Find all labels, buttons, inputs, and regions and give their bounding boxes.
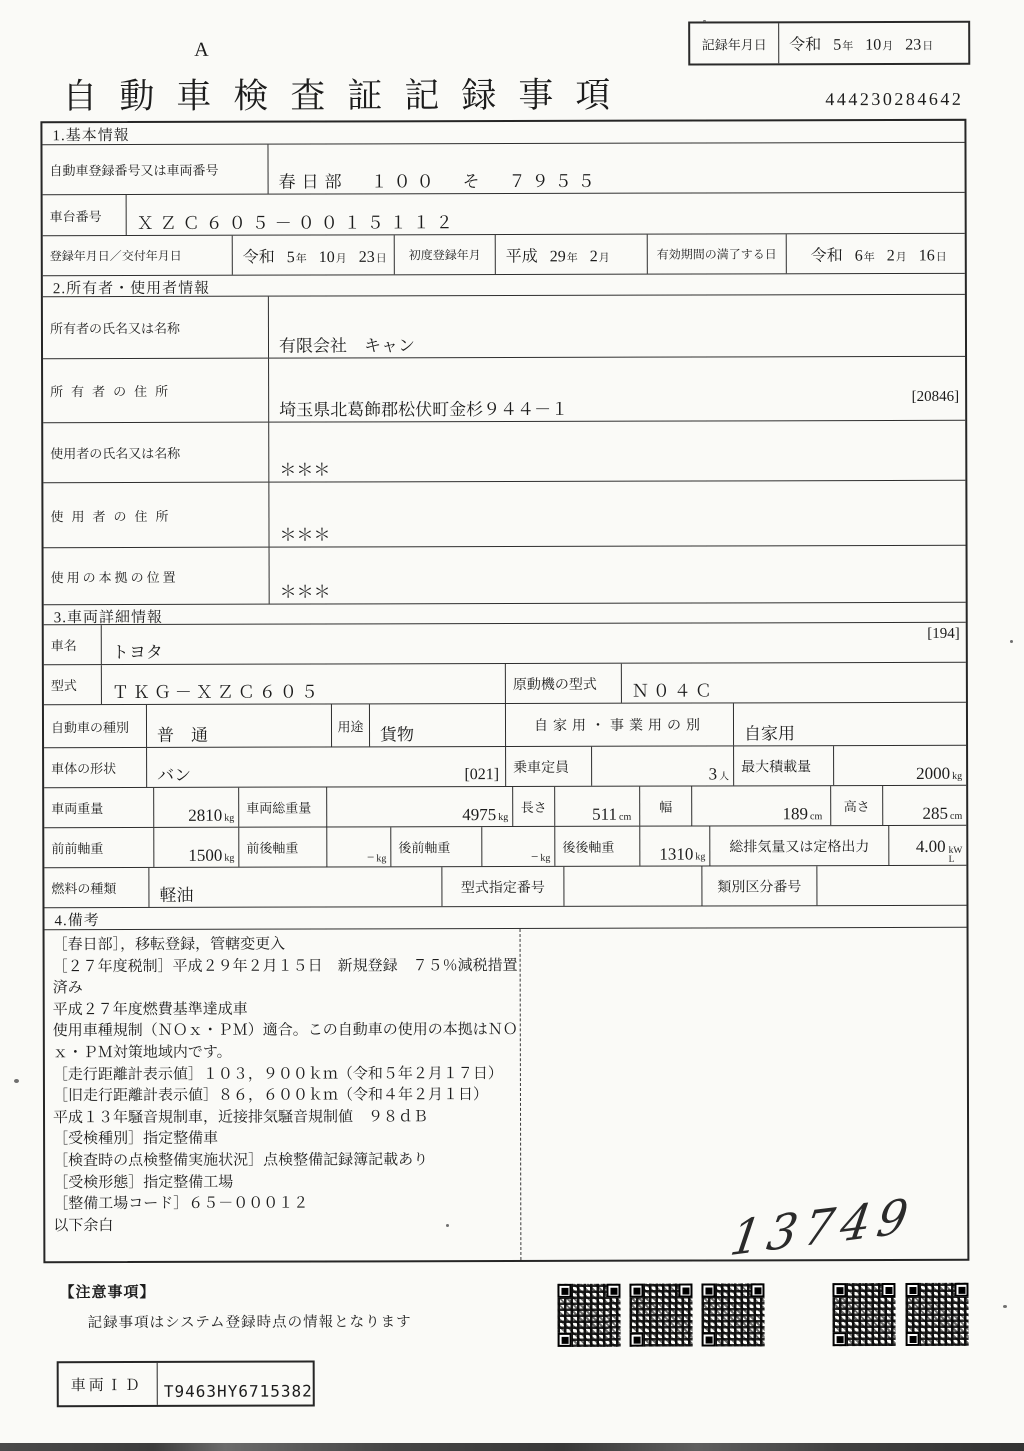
section-owner-heading: 2.所有者・使用者情報: [43, 274, 965, 297]
remarks-line: ［走行距離計表示値］１０３，９００ｋｍ（令和５年２月１７日）: [52, 1065, 503, 1083]
first-reg-cell: [496, 235, 648, 274]
owner-addr-cell: [269, 357, 965, 422]
vehicle-id-value: T9463HY6715382: [163, 1381, 313, 1401]
remarks-line: ［整備工場コード］６５－０００１２: [53, 1195, 309, 1213]
kind-row: [44, 703, 966, 748]
axle-ff-cell: [154, 828, 239, 867]
expiry-value: 令和 6 年 2 月 16 日: [810, 246, 947, 265]
page-letter: A: [194, 38, 209, 61]
length-label: 長さ: [513, 787, 555, 826]
vehicle-name-row: [44, 623, 966, 665]
reg-date-value: 令和 5 年 10 月 23 日: [242, 248, 387, 266]
class-number-cell: [817, 866, 966, 905]
user-name-value: ＊＊＊: [279, 460, 331, 480]
capacity-value: 3 人: [708, 764, 730, 784]
reg-date-cell: [233, 235, 395, 274]
owner-name-value: 有限会社 キャン: [278, 336, 416, 356]
user-addr-value: ＊＊＊: [279, 525, 331, 545]
model-value: ＴＫＧ－ＸＺＣ６０５: [111, 682, 322, 703]
vehicle-name-label: 車名: [44, 625, 102, 664]
axle-rf-label: 後前軸重: [391, 827, 482, 866]
first-reg-value: 平成 29 年 2 月: [505, 247, 610, 266]
model-value-cell: [102, 664, 506, 704]
use-cell: [370, 704, 506, 746]
gross-weight-value: 4975 kg: [462, 805, 509, 825]
axle-ff-value: 1500 kg: [188, 845, 235, 865]
axle-fr-label: 前後軸重: [239, 827, 327, 866]
fuel-label: 燃料の種類: [44, 868, 149, 907]
document-number: 444230284642: [825, 88, 964, 110]
axle-ff-label: 前前軸重: [44, 828, 154, 867]
scan-artifact-bottom-band: [0, 1443, 1024, 1451]
width-cell: [692, 786, 831, 825]
user-addr-cell: [269, 481, 965, 547]
ownership-value: 自家用: [743, 724, 796, 744]
base-location-cell: [270, 546, 966, 604]
record-date-label: 記録年月日: [690, 23, 779, 63]
record-date-text: 令和 5 年 10 月 23 日: [789, 36, 934, 54]
chassis-row: [43, 193, 965, 236]
curb-weight-label: 車両重量: [44, 788, 154, 827]
qr-code: [629, 1284, 692, 1347]
height-label: 高さ: [831, 786, 883, 825]
vehicle-name-value: トヨタ: [111, 642, 163, 663]
plate-label: 自動車登録番号又は車両番号: [42, 145, 268, 195]
chassis-value: ＸＺＣ６０５－００１５１１２: [136, 213, 459, 233]
vehicle-name-cell: [102, 623, 966, 664]
scan-speck: [1010, 640, 1013, 643]
first-reg-label: 初度登録年月: [395, 235, 496, 274]
remarks-line: 平成２７年度燃費基準達成車: [52, 1001, 248, 1018]
notice-heading: 【注意事項】: [59, 1284, 156, 1302]
fuel-value: 軽油: [159, 885, 194, 905]
qr-code: [701, 1283, 764, 1346]
scan-speck: [446, 1224, 449, 1227]
remarks-text-column: [45, 929, 522, 1261]
section-remarks-heading: 4.備考: [44, 906, 966, 930]
owner-addr-label: 所有者の住所: [43, 359, 269, 423]
remarks-line: ［２７年度税制］平成２９年２月１５日 新規登録 ７５％減税措置済み: [52, 957, 518, 997]
payload-label: 最大積載量: [734, 746, 834, 785]
engine-type-cell: [622, 663, 966, 703]
owner-addr-row: [43, 357, 965, 423]
qr-code-group-right: [832, 1283, 968, 1346]
height-value: 285 cm: [922, 803, 963, 823]
use-value: 貨物: [379, 725, 415, 745]
axle-fr-value: − kg: [366, 849, 387, 865]
user-name-cell: [269, 421, 965, 482]
body-shape-cell: [147, 747, 506, 787]
vehicle-kind-label: 自動車の種別: [44, 705, 147, 747]
expiry-label: 有効期間の満了する日: [648, 234, 787, 273]
qr-code-group-left: [557, 1283, 764, 1347]
remarks-line: ［旧走行距離計表示値］８６，６００ｋｍ（令和４年２月１日）: [52, 1087, 489, 1105]
plate-row: [42, 143, 964, 195]
chassis-value-cell: [127, 193, 965, 235]
user-name-row: [43, 421, 965, 483]
curb-weight-value: 2810 kg: [188, 805, 235, 825]
user-addr-label: 使用者の住所: [43, 483, 269, 548]
qr-code: [905, 1283, 968, 1346]
expiry-cell: [787, 234, 965, 273]
displacement-value: 4.00 kW L: [915, 836, 963, 865]
vehicle-name-code: [194]: [927, 625, 960, 642]
owner-addr-code: [20846]: [911, 388, 960, 405]
remarks-line: 平成１３年騒音規制車，近接排気騒音規制値 ９８ｄＢ: [53, 1108, 429, 1126]
vehicle-id-box: [57, 1361, 315, 1408]
section-basic-heading: 1.基本情報: [42, 121, 964, 145]
gross-weight-label: 車両総重量: [239, 787, 327, 826]
model-row: [44, 663, 966, 705]
remarks-line: ［受検形態］指定整備工場: [53, 1174, 234, 1191]
engine-type-label: 原動機の型式: [506, 664, 622, 703]
record-date-value: [779, 23, 968, 63]
vehicle-id-label: 車両ＩＤ: [59, 1363, 158, 1405]
type-approval-label: 型式指定番号: [442, 867, 564, 906]
remarks-row: [45, 928, 968, 1268]
scan-speck: [703, 20, 706, 22]
weight-row: [44, 786, 966, 828]
vehicle-kind-cell: [147, 704, 332, 746]
axle-rr-value: 1310 kg: [659, 844, 706, 864]
record-date-box: [688, 21, 970, 66]
capacity-cell: [592, 746, 734, 785]
model-label: 型式: [44, 665, 102, 704]
qr-code: [832, 1283, 895, 1346]
fuel-cell: [149, 867, 442, 907]
user-addr-row: [43, 481, 965, 548]
displacement-cell: [889, 826, 966, 865]
type-approval-cell: [564, 867, 702, 906]
base-location-label: 使用の本拠の位置: [44, 548, 270, 605]
owner-name-label: 所有者の氏名又は名称: [43, 297, 269, 359]
owner-addr-value: 埼玉県北葛飾郡松伏町金杉９４４－１: [279, 399, 569, 420]
remarks-line: ［受検種別］指定整備車: [53, 1131, 219, 1148]
reg-date-label: 登録年月日／交付年月日: [43, 236, 233, 275]
handwritten-number: 13749: [727, 1187, 919, 1268]
qr-code: [557, 1284, 620, 1347]
axle-rf-cell: [482, 827, 555, 866]
length-cell: [555, 787, 640, 826]
remarks-blank-column: [521, 928, 968, 1268]
remarks-line: ［検査時の点検整備実施状況］点検整備記録簿記載あり: [53, 1152, 429, 1170]
plate-value: 春日部 １００ そ ７９５５: [278, 171, 601, 192]
height-cell: [883, 786, 966, 825]
fuel-row: [44, 866, 966, 908]
axle-fr-cell: [327, 827, 391, 866]
body-shape-value: バン: [157, 765, 192, 785]
body-shape-code: [021]: [464, 766, 500, 784]
base-location-row: [44, 546, 966, 605]
vehicle-kind-value: 普 通: [156, 725, 209, 745]
use-label: 用途: [332, 704, 370, 746]
scan-speck: [1003, 1305, 1007, 1308]
main-table: [40, 119, 969, 1268]
axle-rf-value: − kg: [530, 848, 551, 864]
ownership-label: 自家用・事業用の別: [506, 703, 734, 746]
base-location-value: ＊＊＊: [279, 582, 331, 602]
dates-row: [43, 234, 965, 276]
displacement-label: 総排気量又は定格出力: [710, 826, 889, 865]
remarks-line: 使用車種規制（ＮＯｘ・ＰＭ）適合。この自動車の使用の本拠はＮＯｘ・ＰＭ対策地域内です。: [52, 1022, 518, 1062]
page-title: 自動車検査証記録事項: [62, 75, 633, 117]
remarks-line: 以下余白: [53, 1217, 114, 1234]
engine-type-value: Ｎ０４Ｃ: [631, 681, 716, 701]
notice-text: 記録事項はシステム登録時点の情報となります: [87, 1314, 412, 1332]
user-name-label: 使用者の氏名又は名称: [43, 423, 269, 483]
capacity-label: 乗車定員: [506, 747, 592, 786]
axle-rr-label: 後後軸重: [555, 827, 640, 866]
scan-speck: [14, 1079, 19, 1083]
chassis-label: 車台番号: [43, 195, 127, 235]
owner-name-row: [43, 295, 965, 359]
width-label: 幅: [640, 787, 692, 826]
ownership-cell: [734, 703, 966, 746]
shape-row: [44, 746, 966, 788]
length-value: 511 cm: [592, 804, 632, 824]
class-number-label: 類別区分番号: [702, 866, 817, 905]
payload-cell: [834, 746, 966, 785]
body-shape-label: 車体の形状: [44, 748, 147, 787]
width-value: 189 cm: [782, 804, 823, 824]
axle-row: [44, 826, 966, 868]
gross-weight-cell: [327, 787, 513, 826]
curb-weight-cell: [154, 788, 239, 827]
owner-name-cell: [269, 295, 965, 358]
axle-rr-cell: [640, 826, 710, 865]
remarks-line: ［春日部］，移転登録，管轄変更入: [52, 936, 286, 954]
payload-value: 2000 kg: [916, 763, 963, 783]
section-vehicle-heading: 3.車両詳細情報: [44, 603, 966, 625]
plate-value-cell: [268, 143, 964, 194]
